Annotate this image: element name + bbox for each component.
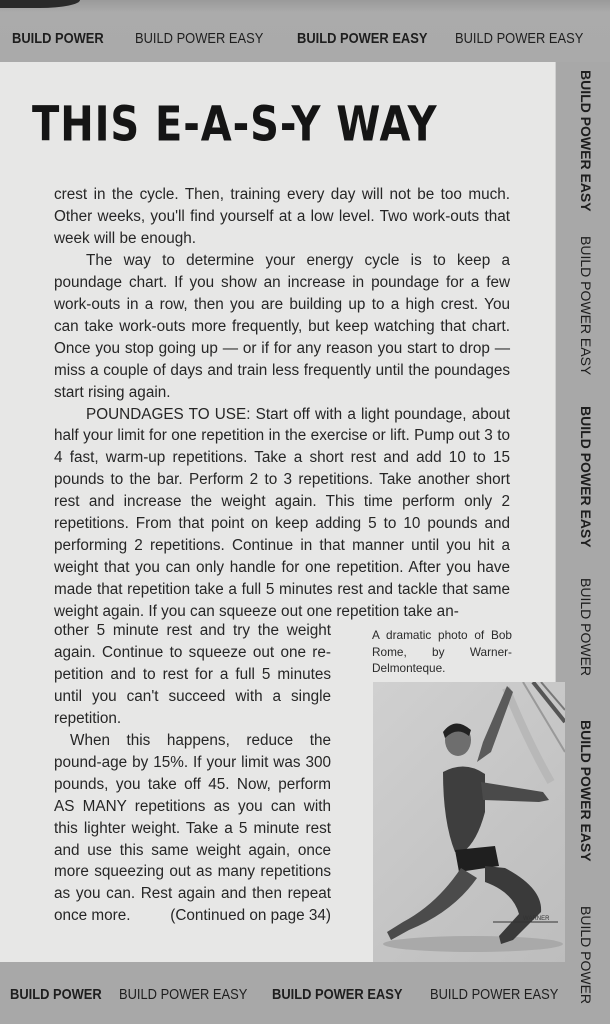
- photo-caption: A dramatic photo of Bob Rome, by Warner-Delmonteque.: [372, 628, 512, 675]
- continued-note: (Continued on page 34): [170, 907, 331, 925]
- footer-strip-item: BUILD POWER EASY: [430, 986, 559, 1003]
- header-strip-item: BUILD POWER EASY: [455, 30, 584, 47]
- paragraph-text: When this happens, reduce the pound-age by 15%. If your limit was 300 pounds, you take off 45. Now, perform AS MANY repetitions as you can with this lighter weight. Take a 5 minute rest and use this same weight again, once more squeezing out as many repetitions as you can. Rest again and then repeat once more.: [54, 731, 331, 925]
- paragraph: [54, 730, 331, 928]
- side-strip-item: BUILD POWER EASY: [578, 720, 594, 862]
- header-strip-item: BUILD POWER EASY: [297, 30, 428, 47]
- bodybuilder-figure-icon: [373, 682, 565, 962]
- side-strip: [570, 68, 600, 1018]
- paragraph: crest in the cycle. Then, training every day will not be too much. Other weeks, you'll find yourself at a low level. Two work-outs that week will be enough.: [54, 186, 510, 247]
- header-strip-item: BUILD POWER EASY: [135, 30, 264, 47]
- bodybuilder-photo: [373, 682, 565, 962]
- footer-strip-item: BUILD POWER EASY: [272, 986, 403, 1003]
- header-strip-item: BUILD POWER: [12, 30, 104, 47]
- paragraph: The way to determine your energy cycle is to keep a poundage chart. If you show an increase in poundage for a few work-outs in a row, then you are building up to a high crest. You can take work-outs more frequently, but keep watching that chart. Once you stop going up — or if for any reason you start to drop — miss a couple of days and train less frequently until the poundages start rising again.: [54, 251, 510, 401]
- photographer-signature: WARNER: [523, 916, 550, 922]
- footer-strip-row: [10, 986, 580, 1003]
- footer-strip-item: BUILD POWER: [10, 986, 102, 1003]
- side-strip-item: BUILD POWER EASY: [578, 406, 594, 548]
- side-strip-item: BUILD POWER: [578, 578, 594, 677]
- article-body: [54, 184, 510, 623]
- side-strip-item: BUILD POWER EASY: [578, 236, 594, 376]
- side-strip-item: BUILD POWER: [578, 906, 594, 1005]
- footer-strip-item: BUILD POWER EASY: [119, 986, 248, 1003]
- article-body-narrow: [54, 620, 331, 927]
- side-strip-item: BUILD POWER EASY: [578, 70, 594, 212]
- article-headline: THIS E-A-S-Y WAY: [32, 97, 438, 153]
- paragraph: POUNDAGES TO USE: Start off with a light poundage, about half your limit for one repetition in the exercise or lift. Pump out 3 to 4 fast, warm-up repetitions. Take a short rest and add 10 to 15 pounds to the bar. Perform 2 to 3 repetitions. Take another short rest and increase the weight again. This time perform only 2 repetitions. From that point on keep adding 5 to 10 pounds and performing 2 repetitions. Continue in that manner until you hit a weight that you can only handle for one repetition. After you have made that repetition take a full 5 minutes rest and tackle that same weight again. If you can squeeze out one repetition take an-: [54, 405, 510, 621]
- paragraph: other 5 minute rest and try the weight again. Continue to squeeze out one re-petition and to rest for a full 5 minutes until you can't succeed with a single repetition.: [54, 622, 331, 727]
- header-strip-row: [12, 30, 605, 47]
- page-curl-shadow: [0, 0, 80, 8]
